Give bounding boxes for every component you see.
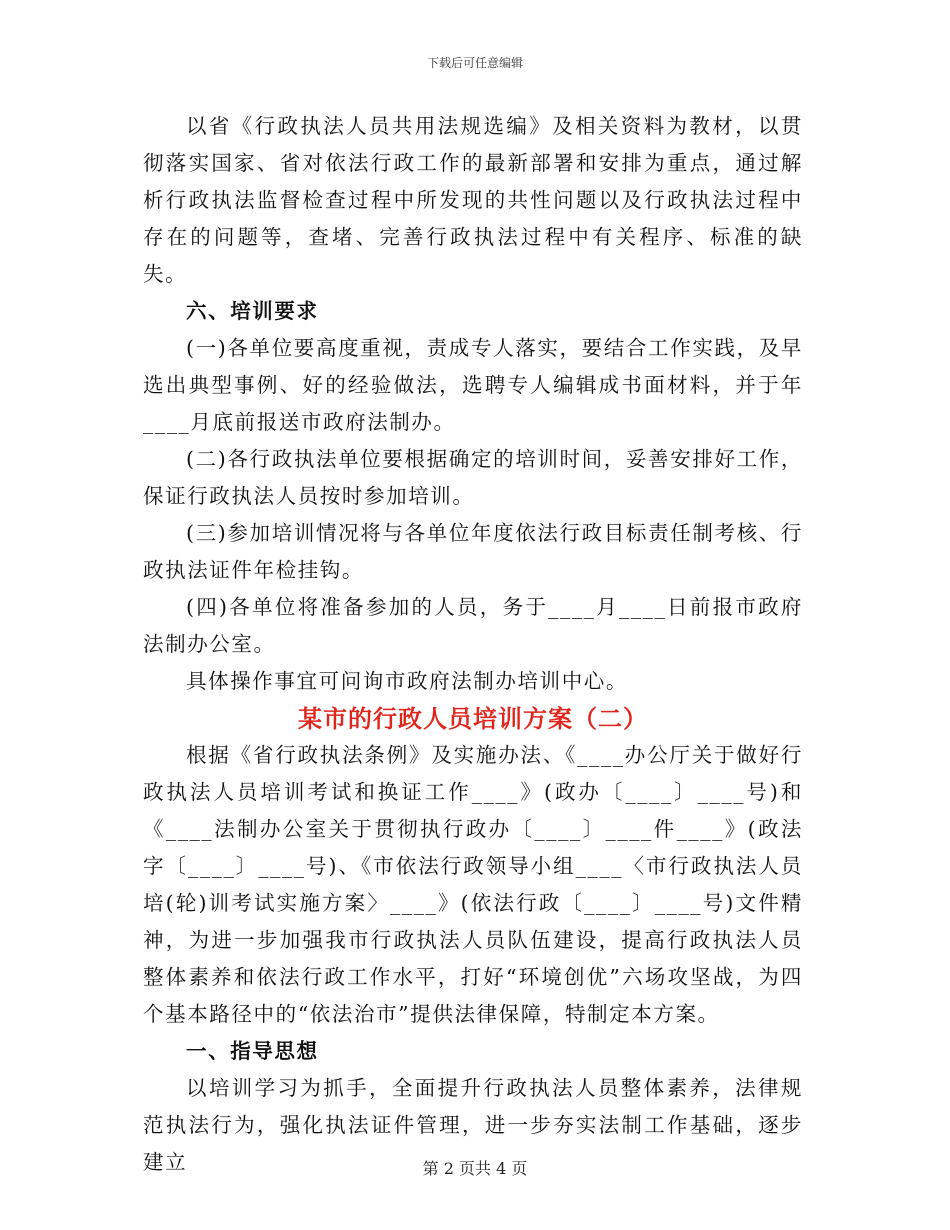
paragraph-materials: 以省《行政执法人员共用法规选编》及相关资料为教材，以贯彻落实国家、省对依法行政工作的最新部署和安排为重点，通过解析行政执法监督检查过程中所发现的共性问题以及行政执法过程中存在的问题等，查堵、完善行政执法过程中有关程序、标准的缺失。 xyxy=(143,114,803,286)
paragraph-requirement-3: (三)参加培训情况将与各单位年度依法行政目标责任制考核、行政执法证件年检挂钩。 xyxy=(143,521,803,582)
heading-guiding-ideology: 一、指导思想 xyxy=(186,1039,319,1063)
page-header: 下载后可任意编辑 xyxy=(426,56,523,70)
page-footer: 第 2 页共 4 页 xyxy=(422,1159,528,1178)
paragraph-guiding-ideology: 以培训学习为抓手，全面提升行政执法人员整体素养，法律规范执法行为，强化执法证件管理，进一步夯实法制工作基础，逐步建立 xyxy=(143,1076,803,1174)
paragraph-contact: 具体操作事宜可问询市政府法制办培训中心。 xyxy=(186,669,628,693)
document-body xyxy=(143,108,803,1181)
heading-training-requirements: 六、培训要求 xyxy=(186,299,319,323)
paragraph-requirement-2: (二)各行政执法单位要根据确定的培训时间，妥善安排好工作，保证行政执法人员按时参加培训。 xyxy=(143,447,803,508)
section-title: 某市的行政人员培训方案（二） xyxy=(298,704,648,733)
paragraph-intro: 根据《省行政执法条例》及实施办法、《____办公厅关于做好行政执法人员培训考试和换证工作____》(政办〔____〕____号)和《____法制办公室关于贯彻执行政办〔____〕____件____》(政法字〔____〕____号)、《市依法行政领导小组____〈市行政执法人员培(轮)训考试实施方案〉____》(依法行政〔____〕____号)文件精神，为进一步加强我市行政执法人员队伍建设，提高行政执法人员整体素养和依法行政工作水平，打好“环境创优”六场攻坚战，为四个基本路径中的“依法治市”提供法律保障，特制定本方案。 xyxy=(143,743,803,1026)
paragraph-requirement-4: (四)各单位将准备参加的人员，务于____月____日前报市政府法制办公室。 xyxy=(143,595,803,656)
paragraph-requirement-1: (一)各单位要高度重视，责成专人落实，要结合工作实践，及早选出典型事例、好的经验做法，选聘专人编辑成书面材料，并于年____月底前报送市政府法制办。 xyxy=(143,336,803,434)
